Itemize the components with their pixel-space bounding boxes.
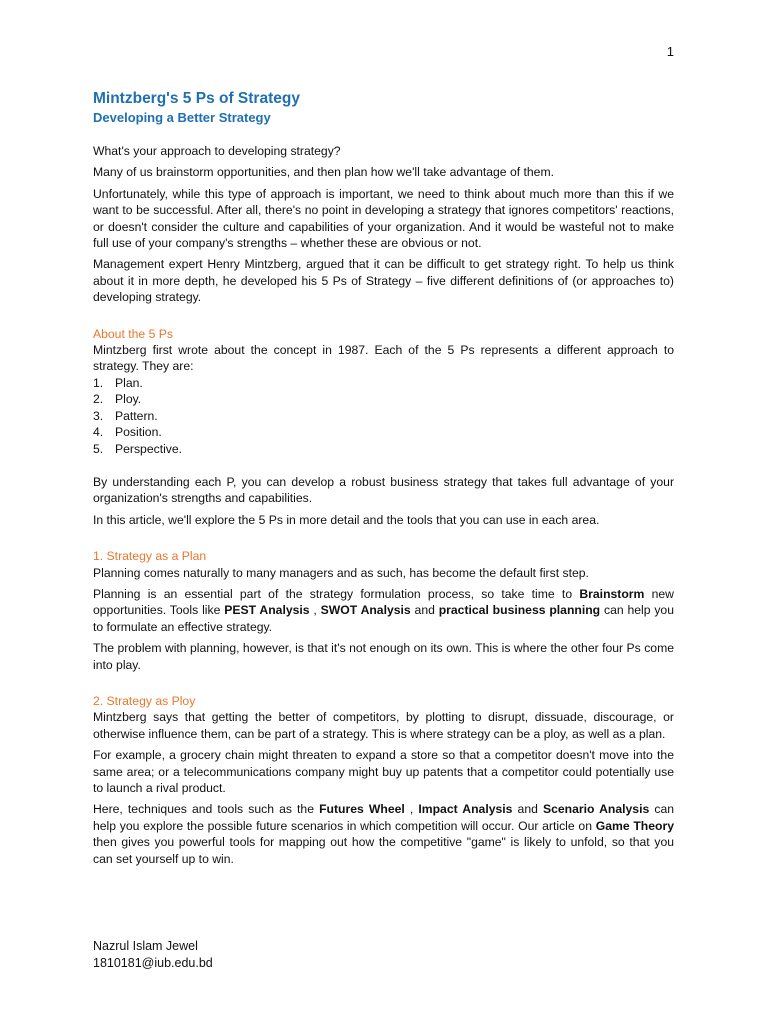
list-item-number: 1.	[93, 375, 104, 390]
ploy-text-c: and	[512, 802, 543, 817]
list-item	[93, 424, 674, 440]
pest-analysis-link[interactable]: PEST Analysis	[224, 603, 310, 618]
author-email: 1810181@iub.edu.bd	[93, 956, 213, 970]
plan-paragraph-2	[93, 586, 674, 635]
plan-text-e: can help you to formulate an effective strategy.	[93, 603, 674, 634]
section-heading-plan: 1. Strategy as a Plan	[93, 549, 207, 564]
plan-paragraph-1: Planning comes naturally to many managers and as such, has become the default first step.	[93, 565, 589, 580]
plan-paragraph-3: The problem with planning, however, is that it's not enough on its own. This is where the other four Ps come into play.	[93, 641, 674, 672]
about-paragraph-3: In this article, we'll explore the 5 Ps in more detail and the tools that you can use in each area.	[93, 512, 600, 527]
document-title: Mintzberg's 5 Ps of Strategy	[93, 90, 300, 107]
author-name: Nazrul Islam Jewel	[93, 939, 198, 953]
ploy-text-b: ,	[404, 802, 419, 817]
page-number: 1	[666, 44, 674, 59]
five-ps-list	[93, 375, 674, 457]
intro-paragraph-3: Unfortunately, while this type of approach is important, we need to think about much more than this if we want to be successful. After all, there's no point in developing a strategy that ignores competitors' reactions, or doesn't consider the culture and capabilities of your organization. And it would be wasteful not to make full use of your company's strengths – whether these are obvious or not.	[93, 186, 674, 251]
swot-analysis-link[interactable]: SWOT Analysis	[320, 603, 411, 618]
ploy-text-d: can help you explore the possible future scenarios in which competition will occur. Our article on	[93, 802, 674, 833]
list-item	[93, 408, 674, 424]
list-item-label: Ploy.	[115, 392, 142, 407]
list-item	[93, 391, 674, 407]
intro-paragraph-2: Many of us brainstorm opportunities, and then plan how we'll take advantage of them.	[93, 165, 554, 180]
ploy-paragraph-2: For example, a grocery chain might threaten to expand a store so that a competitor doesn't move into the same area; or a telecommunications company might buy up patents that a competitor could potentially use to launch a rival product.	[93, 748, 674, 795]
plan-text-b: new opportunities. Tools like	[93, 586, 674, 618]
plan-text-a: Planning is an essential part of the strategy formulation process, so take time to	[93, 586, 580, 601]
ploy-text-a: Here, techniques and tools such as the	[93, 802, 320, 817]
document-subtitle: Developing a Better Strategy	[93, 110, 271, 125]
list-item-label: Plan.	[115, 375, 143, 390]
list-item-number: 2.	[93, 392, 104, 407]
about-paragraph-2: By understanding each P, you can develop a robust business strategy that takes full advantage of your organization's strengths and capabilities.	[93, 474, 674, 506]
document-body	[93, 89, 674, 872]
list-item-number: 4.	[93, 425, 104, 440]
ploy-text-e: then gives you powerful tools for mapping out how the competitive "game" is likely to unfold, so that you can set yourself up to win.	[93, 835, 674, 866]
futures-wheel-link[interactable]: Futures Wheel	[319, 802, 405, 817]
plan-text-c: ,	[309, 603, 321, 618]
game-theory-link[interactable]: Game Theory	[595, 818, 674, 833]
practical-business-planning-link[interactable]: practical business planning	[438, 603, 601, 618]
ploy-paragraph-3	[93, 801, 674, 867]
about-paragraph-1: Mintzberg first wrote about the concept in 1987. Each of the 5 Ps represents a different approach to strategy. They are:	[93, 343, 674, 374]
list-item-number: 5.	[93, 441, 104, 456]
list-item-number: 3.	[93, 408, 104, 423]
impact-analysis-link[interactable]: Impact Analysis	[418, 802, 513, 817]
intro-paragraph-1: What's your approach to developing strategy?	[93, 144, 341, 158]
intro-paragraph-4: Management expert Henry Mintzberg, argued that it can be difficult to get strategy right. To help us think about it in more depth, he developed his 5 Ps of Strategy – five different definitions of (or approaches to) developing strategy.	[93, 257, 674, 305]
plan-text-d: and	[410, 603, 439, 618]
list-item	[93, 375, 674, 391]
list-item-label: Pattern.	[115, 408, 158, 423]
ploy-paragraph-1: Mintzberg says that getting the better of competitors, by plotting to disrupt, dissuade, discourage, or otherwise influence them, can be part of a strategy. This is where strategy can be a ploy, as well as a plan.	[93, 710, 674, 741]
section-heading-about: About the 5 Ps	[93, 326, 173, 341]
brainstorm-link[interactable]: Brainstorm	[579, 586, 645, 601]
list-item-label: Position.	[115, 425, 162, 440]
author-block	[93, 938, 213, 972]
section-heading-ploy: 2. Strategy as Ploy	[93, 693, 196, 708]
list-item-label: Perspective.	[115, 441, 183, 456]
list-item	[93, 441, 674, 457]
scenario-analysis-link[interactable]: Scenario Analysis	[542, 802, 650, 817]
